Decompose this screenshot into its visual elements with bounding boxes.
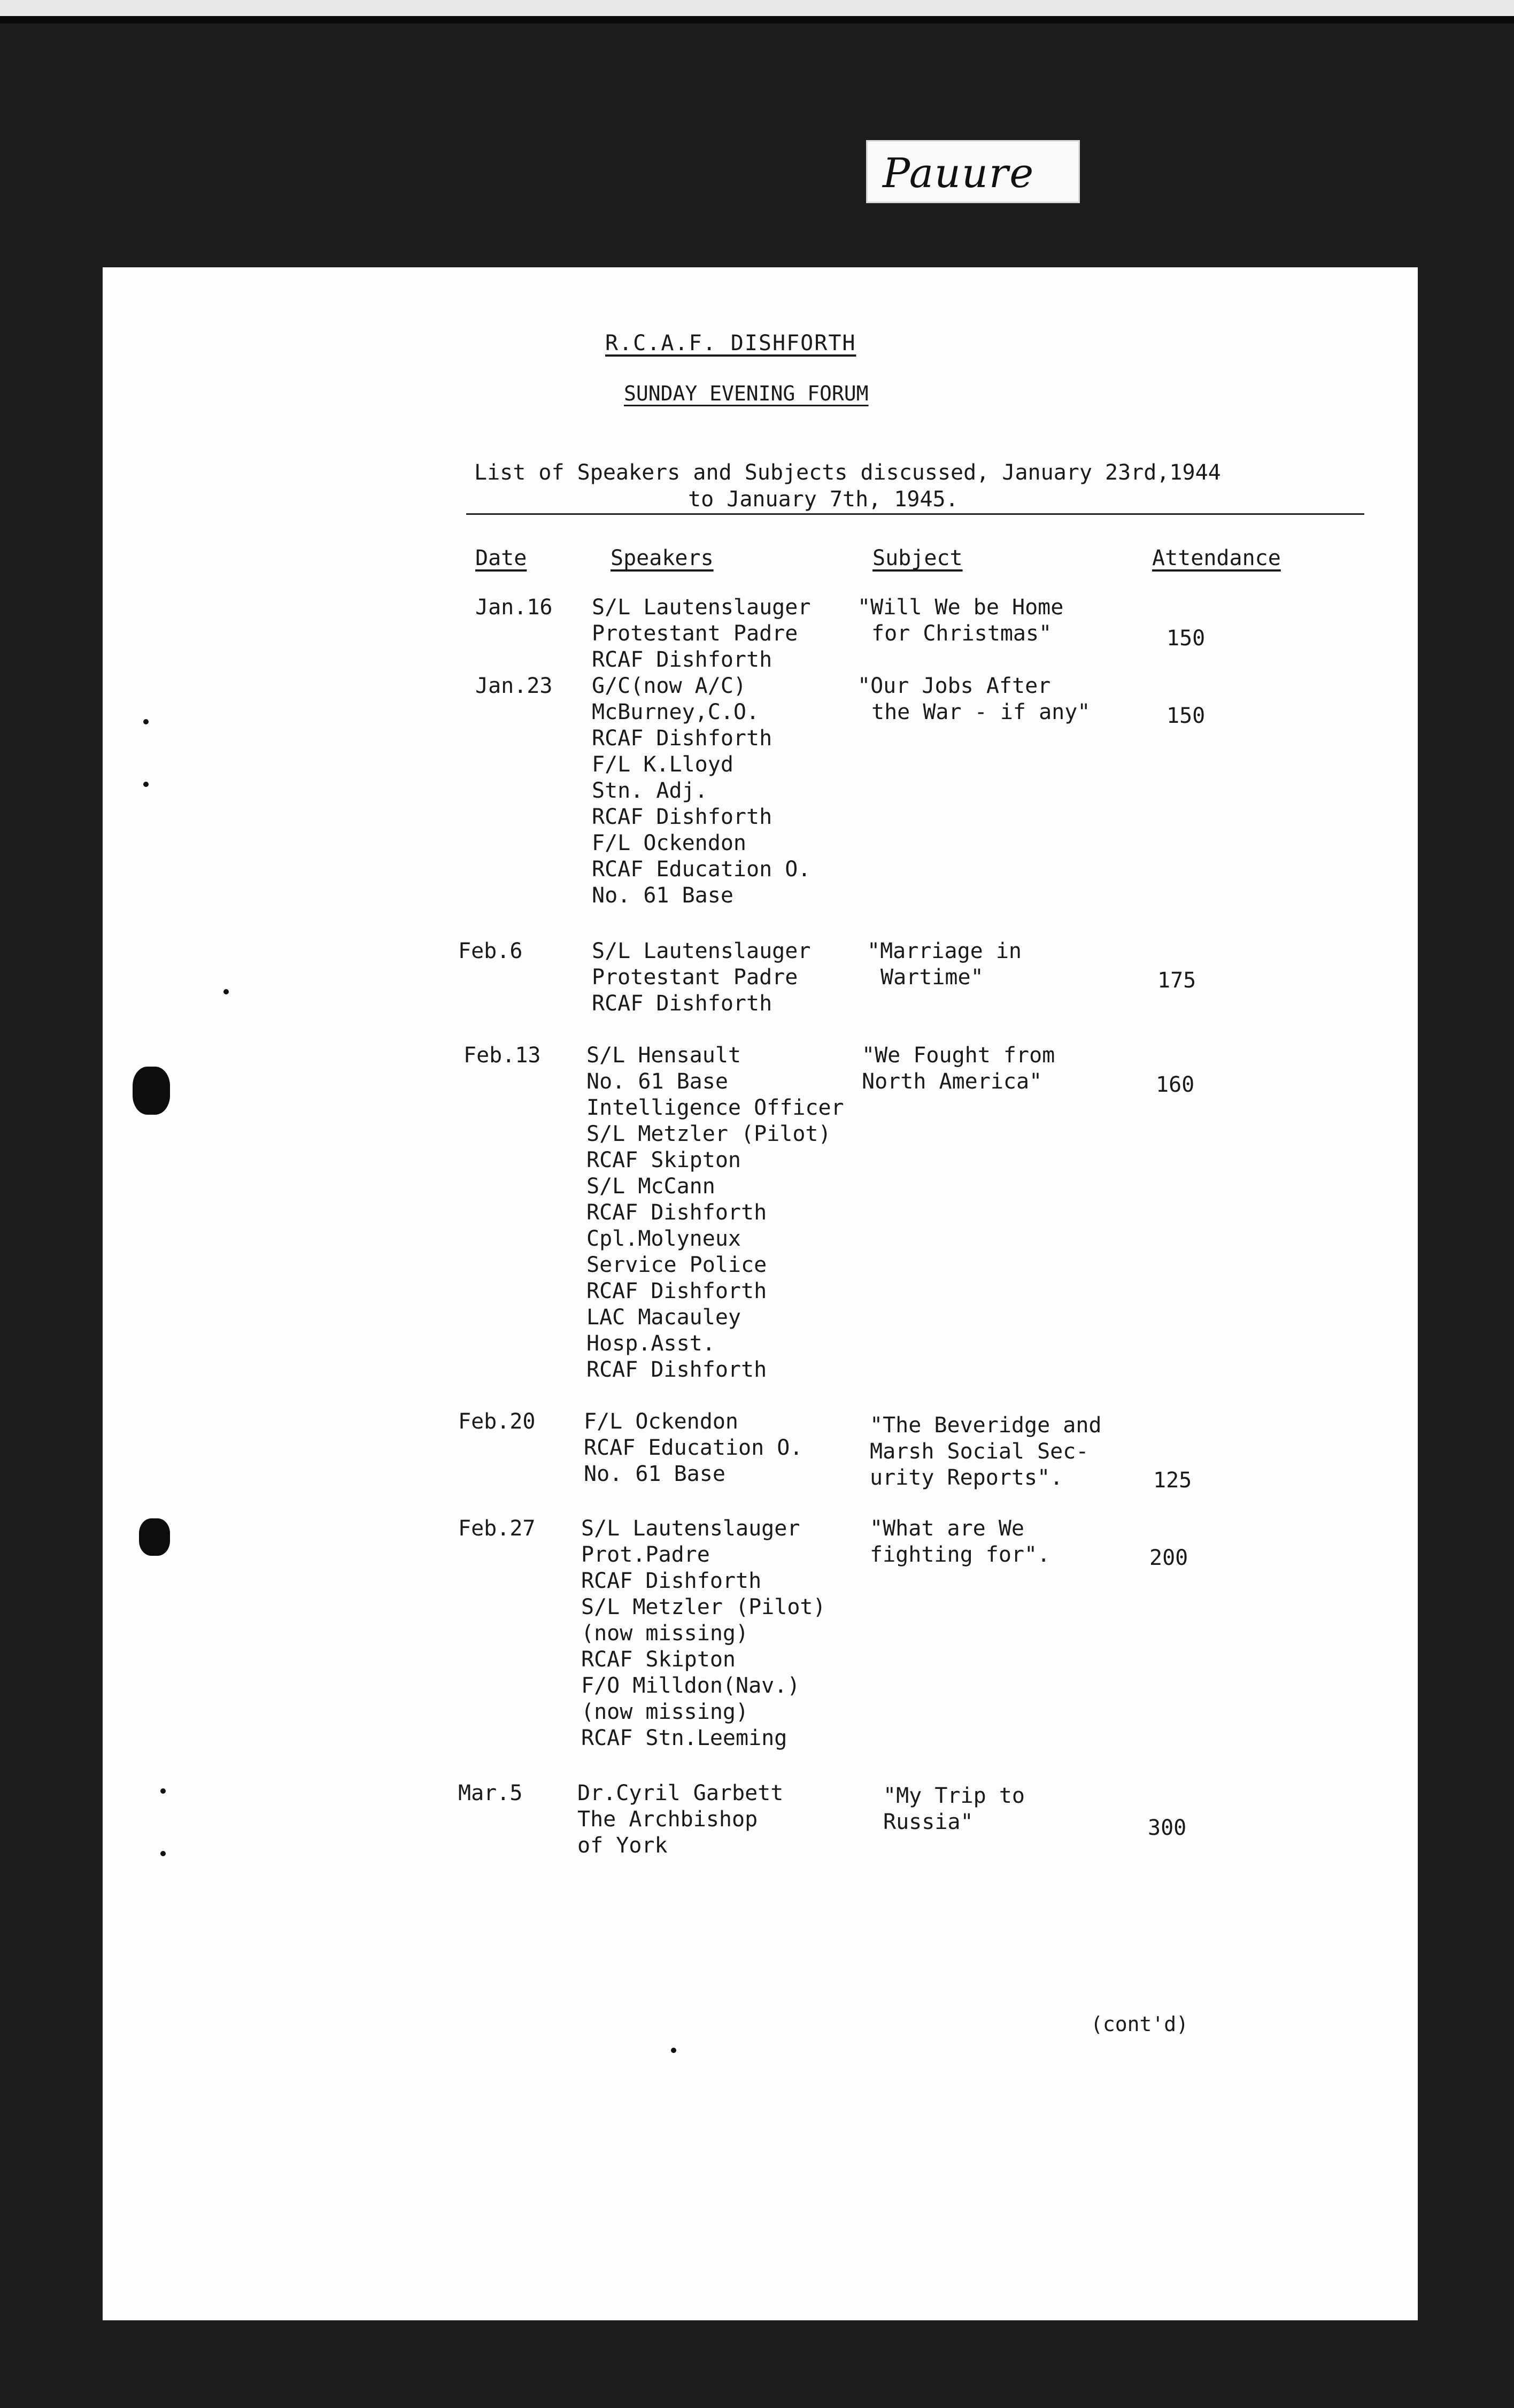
entry-speaker: F/L K.Lloyd [592,752,733,777]
column-header-date: Date [475,546,527,570]
entry-date: Feb.6 [458,939,523,963]
entry-speaker: Cpl.Molyneux [586,1226,741,1251]
entry-speaker: (now missing) [581,1700,749,1724]
scan-speck [160,1788,166,1794]
entry-speaker: S/L Hensault [586,1043,741,1068]
entry-date: Jan.23 [475,674,553,698]
entry-speaker: RCAF Education O. [592,857,811,882]
intro-line-1: List of Speakers and Subjects discussed, January 23rd,1944 [474,460,1221,485]
entry-attendance: 200 [1149,1546,1188,1570]
entry-speaker: of York [577,1833,668,1858]
entry-attendance: 300 [1148,1816,1187,1840]
entry-attendance: 125 [1153,1468,1192,1493]
entry-subject: "Marriage in [867,939,1022,963]
entry-subject: "Will We be Home [858,595,1064,620]
continued-note: (cont'd) [1091,2012,1189,2036]
entry-speaker: S/L Metzler (Pilot) [581,1595,826,1619]
entry-date: Feb.13 [464,1043,541,1068]
entry-speaker: Dr.Cyril Garbett [577,1781,784,1805]
entry-subject: "We Fought from [862,1043,1055,1068]
entry-subject: "The Beveridge and [870,1413,1102,1438]
scan-top-edge [0,0,1514,16]
column-header-attendance: Attendance [1152,546,1281,570]
entry-subject: "Our Jobs After [858,674,1051,698]
entry-date: Feb.27 [458,1516,536,1541]
entry-speaker: RCAF Dishforth [586,1357,767,1382]
scan-speck [223,989,229,994]
entry-speaker: G/C(now A/C) [592,674,746,698]
entry-speaker: Intelligence Officer [586,1095,844,1120]
entry-speaker: RCAF Dishforth [586,1279,767,1303]
entry-speaker: S/L Lautenslauger [592,595,811,620]
scan-speck [671,2048,676,2053]
entry-subject: Marsh Social Sec- [870,1439,1089,1464]
entry-date: Jan.16 [475,595,553,620]
scan-blot [139,1518,170,1556]
entry-speaker: The Archbishop [577,1807,758,1832]
entry-attendance: 150 [1167,704,1206,728]
scan-blot [133,1067,170,1115]
entry-speaker: RCAF Skipton [581,1647,736,1672]
entry-attendance: 175 [1157,968,1196,993]
entry-speaker: Service Police [586,1253,767,1277]
entry-speaker: Hosp.Asst. [586,1331,715,1356]
entry-speaker: RCAF Dishforth [592,647,773,672]
entry-speaker: RCAF Dishforth [586,1200,767,1225]
entry-subject: North America" [862,1069,1042,1094]
entry-speaker: RCAF Skipton [586,1148,741,1172]
intro-line-2: to January 7th, 1945. [688,487,959,512]
document-title: R.C.A.F. DISHFORTH [605,331,856,356]
intro-underline [466,513,1364,515]
scan-speck [143,719,149,724]
entry-speaker: Protestant Padre [592,621,798,646]
entry-subject: Russia" [883,1810,974,1834]
entry-subject: the War - if any" [871,700,1091,724]
entry-speaker: RCAF Dishforth [592,805,773,829]
entry-speaker: RCAF Stn.Leeming [581,1726,787,1750]
entry-speaker: No. 61 Base [592,883,733,908]
entry-attendance: 150 [1167,626,1206,651]
entry-speaker: F/O Milldon(Nav.) [581,1673,800,1698]
entry-speaker: S/L Lautenslauger [592,939,811,963]
entry-subject: for Christmas" [871,621,1052,646]
entry-speaker: S/L Metzler (Pilot) [586,1122,831,1146]
scan-speck [143,782,149,787]
entry-date: Mar.5 [458,1781,523,1805]
entry-speaker: S/L McCann [586,1174,715,1199]
entry-speaker: F/L Ockendon [584,1409,738,1434]
entry-subject: Wartime" [880,965,984,990]
entry-subject: "What are We [870,1516,1024,1541]
entry-attendance: 160 [1156,1072,1195,1097]
entry-speaker: S/L Lautenslauger [581,1516,800,1541]
column-header-speakers: Speakers [611,546,714,570]
entry-speaker: RCAF Dishforth [592,991,773,1016]
entry-speaker: Stn. Adj. [592,778,708,803]
scan-top-shadow [0,16,1514,24]
scan-speck [160,1851,166,1856]
document-subtitle: SUNDAY EVENING FORUM [624,382,869,405]
entry-speaker: No. 61 Base [586,1069,728,1094]
entry-subject: urity Reports". [870,1465,1063,1490]
document-page [103,267,1418,2320]
entry-speaker: RCAF Dishforth [581,1569,762,1593]
entry-date: Feb.20 [458,1409,536,1434]
entry-speaker: No. 61 Base [584,1462,725,1486]
entry-speaker: (now missing) [581,1621,749,1646]
entry-speaker: Prot.Padre [581,1542,710,1567]
entry-speaker: Protestant Padre [592,965,798,990]
entry-subject: "My Trip to [883,1784,1025,1808]
entry-subject: fighting for". [870,1542,1050,1567]
handwritten-label [866,140,1080,203]
handwritten-label-text: Pauure [883,149,1035,197]
entry-speaker: McBurney,C.O. [592,700,760,724]
entry-speaker: LAC Macauley [586,1305,741,1330]
entry-speaker: RCAF Education O. [584,1435,803,1460]
entry-speaker: RCAF Dishforth [592,726,773,751]
column-header-subject: Subject [872,546,963,570]
entry-speaker: F/L Ockendon [592,831,746,855]
